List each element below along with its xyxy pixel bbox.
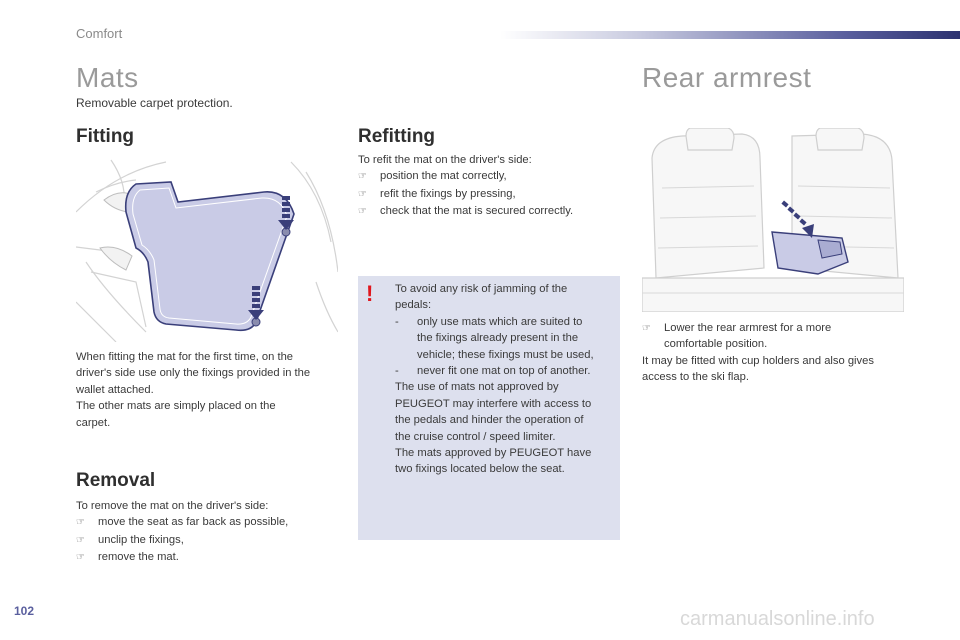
removal-item-text: unclip the fixings, (98, 533, 184, 546)
mats-title: Mats (76, 62, 139, 93)
section-label: Comfort (76, 26, 123, 41)
removal-item-3 (76, 549, 346, 566)
fitting-line-5: carpet. (76, 416, 111, 429)
removal-item-text: remove the mat. (98, 551, 179, 564)
removal-heading: Removal (76, 470, 156, 491)
mats-subtitle: Removable carpet protection. (76, 96, 233, 110)
exclamation-icon: ! (366, 281, 374, 306)
warning-line: The mats approved by PEUGEOT have (395, 447, 592, 460)
fitting-line-2: driver's side use only the fixings provided in the (76, 367, 311, 380)
removal-intro: To remove the mat on the driver's side: (76, 500, 269, 512)
armrest-item-text (664, 320, 831, 353)
refitting-item-text: check that the mat is secured correctly. (380, 205, 574, 218)
fitting-line-4: The other mats are simply placed on the (76, 400, 276, 413)
warning-text (395, 281, 615, 478)
armrest-illustration (642, 128, 904, 312)
mat-illustration (76, 152, 338, 342)
pointing-hand-icon: ☞ (76, 534, 85, 546)
armrest-line: access to the ski flap. (642, 371, 749, 384)
removal-list (76, 498, 346, 567)
warning-dash-item-1 (395, 314, 615, 363)
warning-line: vehicle; these fixings must be used, (417, 348, 594, 361)
fitting-line-1: When fitting the mat for the first time, on the (76, 351, 294, 363)
warning-dash-text (417, 314, 594, 363)
warning-line: never fit one mat on top of another. (417, 365, 591, 378)
pointing-hand-icon: ☞ (358, 206, 367, 218)
refitting-intro: To refit the mat on the driver's side: (358, 154, 532, 166)
warning-line: To avoid any risk of jamming of the (395, 283, 568, 295)
armrest-title: Rear armrest (642, 62, 812, 93)
watermark: carmanualsonline.info (680, 608, 875, 630)
warning-line: The use of mats not approved by (395, 381, 559, 394)
fitting-line-3: wallet attached. (76, 383, 154, 396)
page-number: 102 (14, 604, 35, 618)
warning-line: the pedals and hinder the operation of (395, 414, 584, 427)
armrest-line: Lower the rear armrest for a more (664, 322, 832, 334)
removal-item-1 (76, 514, 346, 531)
refitting-item-2 (358, 186, 620, 203)
warning-line: PEUGEOT may interfere with access to (395, 397, 592, 410)
pointing-hand-icon: ☞ (358, 171, 367, 183)
pointing-hand-icon: ☞ (358, 188, 367, 200)
refitting-heading: Refitting (358, 126, 436, 147)
warning-dash-item-2 (395, 363, 615, 379)
removal-item-text: move the seat as far back as possible, (98, 516, 289, 529)
refitting-item-text: refit the fixings by pressing, (380, 187, 516, 200)
warning-line: the fixings already present in the (417, 332, 579, 345)
fitting-heading: Fitting (76, 126, 135, 147)
warning-line: two fixings located below the seat. (395, 463, 565, 476)
fitting-text (76, 349, 346, 431)
refitting-list (358, 152, 620, 221)
removal-item-2 (76, 532, 346, 549)
pointing-hand-icon: ☞ (76, 552, 85, 564)
armrest-text (642, 320, 912, 386)
refitting-item-text: position the mat correctly, (380, 170, 507, 183)
pointing-hand-icon: ☞ (642, 323, 651, 334)
dash-mark: - (395, 315, 399, 328)
armrest-line: It may be fitted with cup holders and also gives (642, 354, 874, 367)
dash-mark: - (395, 365, 399, 378)
refitting-item-1 (358, 168, 620, 185)
refitting-item-3 (358, 203, 620, 220)
header-bar (500, 31, 960, 39)
warning-line: the cruise control / speed limiter. (395, 430, 556, 443)
pointing-hand-icon: ☞ (76, 517, 85, 529)
armrest-line: comfortable position. (664, 338, 768, 351)
armrest-item-1 (642, 320, 912, 353)
warning-line: pedals: (395, 299, 432, 312)
warning-line: only use mats which are suited to (417, 315, 583, 328)
